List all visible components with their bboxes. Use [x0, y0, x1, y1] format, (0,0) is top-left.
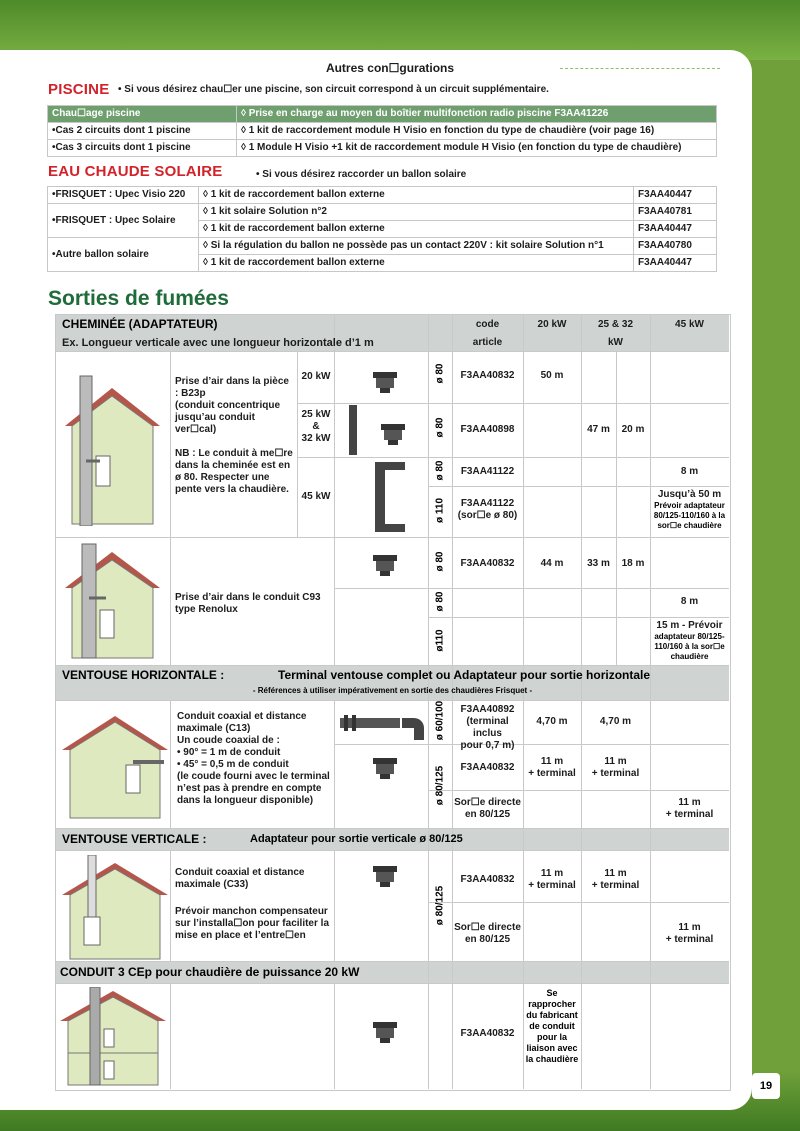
- ref-code: F3AA40832: [460, 370, 515, 381]
- value-20kw: 44 m: [540, 558, 564, 569]
- solaire-row-desc: ◊ 1 kit de raccordement ballon externe: [199, 187, 634, 204]
- value-45kw: 11 m + terminal: [665, 797, 714, 820]
- pipe-45kw-icon: [370, 460, 410, 541]
- cheminee-title: CHEMINÉE (ADAPTATEUR): [62, 317, 218, 331]
- piscine-intro: • Si vous désirez chau☐er une piscine, son circuit correspond à un circuit supplémentaire.: [118, 84, 549, 95]
- verticale-text1: Conduit coaxial et distance maximale (C33): [175, 867, 305, 890]
- solaire-row-desc: ◊ 1 kit solaire Solution n°2: [199, 204, 634, 221]
- horizontale-title: VENTOUSE HORIZONTALE :: [62, 668, 225, 682]
- solaire-title: EAU CHAUDE SOLAIRE: [48, 163, 223, 180]
- solaire-row-ref: F3AA40780: [634, 238, 717, 255]
- piscine-row-left: •Cas 2 circuits dont 1 piscine: [48, 123, 237, 140]
- table-row: [48, 238, 717, 255]
- solaire-row-ref: F3AA40781: [634, 204, 717, 221]
- house-illustration-3ce: [58, 987, 168, 1087]
- ref-code: F3AA41122 (sor☐e ø 80): [457, 498, 518, 521]
- solaire-row-desc: ◊ 1 kit de raccordement ballon externe: [199, 221, 634, 238]
- house-illustration-horizontal: [60, 710, 170, 820]
- col-code: code: [475, 319, 500, 330]
- horizontal-terminal-icon: [340, 710, 426, 745]
- piscine-header-right: ◊ Prise en charge au moyen du boîtier multifonction radio piscine F3AA41226: [237, 106, 717, 123]
- solaire-row-left: •FRISQUET : Upec Visio 220: [48, 187, 199, 204]
- value-25kw: 11 m + terminal: [591, 756, 640, 779]
- col-20kw: 20 kW: [537, 319, 567, 330]
- diameter-label: ø 80: [434, 417, 446, 438]
- conduit3ce-note: Se rapprocher du fabricant de conduit pour la liaison avec la chaudière: [525, 988, 579, 1064]
- note-45kw: Prévoir adaptateur 80/125-110/160 à la sor☐e chaudière: [653, 501, 726, 530]
- value-20kw: 50 m: [540, 370, 564, 381]
- conduit3ce-title: CONDUIT 3 CEp pour chaudière de puissance 20 kW: [60, 965, 360, 979]
- value-45kw: 15 m - Prévoir: [656, 620, 723, 631]
- ref-code: F3AA40892 (terminal inclus pour 0,7 m): [460, 704, 515, 751]
- value-25kw: 11 m + terminal: [591, 868, 640, 891]
- solaire-row-left: •FRISQUET : Upec Solaire: [48, 204, 199, 238]
- value-45kw: 8 m: [680, 596, 699, 607]
- piscine-row-right: ◊ 1 Module H Visio +1 kit de raccordement module H Visio (en fonction du type de chaudière): [237, 140, 717, 157]
- value-45kw: Jusqu’à 50 m: [657, 489, 722, 500]
- diameter-label: ø 80: [434, 591, 446, 612]
- solaire-table: [47, 186, 717, 272]
- ref-code: Sor☐e directe en 80/125: [454, 922, 521, 945]
- verticale-title: VENTOUSE VERTICALE :: [62, 832, 207, 846]
- ref-code: F3AA40832: [460, 1028, 515, 1039]
- solaire-row-desc: ◊ Si la régulation du ballon ne possède pas un contact 220V : kit solaire Solution n°1: [199, 238, 634, 255]
- adapter-icon: [370, 372, 400, 399]
- diameter-label: ø 80: [434, 363, 446, 384]
- adapter-icon: [378, 424, 408, 451]
- piscine-title: PISCINE: [48, 81, 110, 98]
- piscine-header-left: Chau☐age piscine: [48, 106, 237, 123]
- piscine-row-left: •Cas 3 circuits dont 1 piscine: [48, 140, 237, 157]
- adapter-icon: [370, 866, 400, 893]
- piscine-table: [47, 105, 717, 157]
- value-45kw: 11 m + terminal: [665, 922, 714, 945]
- fumees-title: Sorties de fumées: [48, 287, 229, 310]
- pipe-adapter-icon: [345, 405, 363, 460]
- ref-code: F3AA40832: [460, 874, 515, 885]
- value-45kw: 8 m: [680, 466, 699, 477]
- adapter-icon: [370, 555, 400, 582]
- house-illustration-renolux: [60, 540, 165, 660]
- value-20kw: 4,70 m: [536, 716, 568, 727]
- header-rule: [560, 68, 720, 70]
- col-45kw: 45 kW: [675, 319, 704, 330]
- verticale-title2: Adaptateur pour sortie verticale ø 80/125: [250, 833, 463, 845]
- solaire-intro: • Si vous désirez raccorder un ballon solaire: [256, 169, 467, 180]
- power-25-32kw: 25 kW & 32 kW: [301, 409, 331, 444]
- cheminee-block2-text: Prise d’air dans le conduit C93 type Renolux: [175, 592, 321, 615]
- table-row: [48, 123, 717, 140]
- ref-code: F3AA40898: [460, 424, 515, 435]
- solaire-row-ref: F3AA40447: [634, 255, 717, 272]
- value-20kw: 11 m + terminal: [528, 756, 576, 779]
- diameter-label: ø 80: [434, 460, 446, 481]
- verticale-text2: Prévoir manchon compensateur sur l’installa☐on pour faciliter la mise en place et l’entre☐en: [175, 906, 329, 941]
- ref-code: Sor☐e directe en 80/125: [454, 797, 521, 820]
- solaire-row-ref: F3AA40447: [634, 221, 717, 238]
- table-row: [48, 140, 717, 157]
- horizontale-text: Conduit coaxial et distance maximale (C13) Un coude coaxial de : • 90° = 1 m de conduit • 45° = 0,5 m de conduit (le coude fourni avec le terminal n’est pas à prendre en compte dans la longueur disponible): [177, 711, 330, 806]
- cheminee-block1-text: Prise d’air dans la pièce : B23p (conduit concentrique jusqu’au conduit ver☐cal) NB : Le conduit à me☐re dans la cheminée est en ø 80. Respecter une pente vers la chaudière.: [175, 376, 293, 495]
- ref-code: F3AA40832: [460, 558, 515, 569]
- power-45kw: 45 kW: [301, 491, 331, 502]
- note-45kw: adaptateur 80/125-110/160 à la sor☐e chaudière: [654, 632, 725, 661]
- diameter-label: ø110: [434, 629, 446, 652]
- diameter-label: ø 110: [434, 497, 446, 524]
- table-row: [48, 204, 717, 221]
- power-20kw: 20 kW: [301, 371, 331, 382]
- page-header: Autres con☐gurations: [325, 61, 455, 75]
- value-25kw: 47 m: [587, 424, 610, 435]
- cheminee-subtitle: Ex. Longueur verticale avec une longueur horizontale d’1 m: [62, 337, 374, 349]
- piscine-row-right: ◊ 1 kit de raccordement module H Visio en fonction du type de chaudière (voir page 16): [237, 123, 717, 140]
- col-25-32: 25 & 32: [597, 319, 634, 330]
- col-article: article: [472, 337, 503, 348]
- value-32kw: 18 m: [621, 558, 645, 569]
- ref-code: F3AA41122: [460, 466, 515, 477]
- col-kw: kW: [608, 337, 623, 348]
- diameter-label: ø 80/125: [434, 885, 446, 926]
- page-number: 19: [752, 1073, 780, 1099]
- house-illustration: [60, 366, 165, 526]
- value-20kw: 11 m + terminal: [528, 868, 576, 891]
- horizontale-title2: Terminal ventouse complet ou Adaptateur pour sortie horizontale: [278, 668, 651, 682]
- table-row: [48, 187, 717, 204]
- value-25kw: 33 m: [587, 558, 610, 569]
- solaire-row-left: •Autre ballon solaire: [48, 238, 199, 272]
- horizontale-subtitle: - Références à utiliser impérativement en sortie des chaudières Frisquet -: [252, 686, 533, 695]
- page-sheet: [0, 50, 752, 1110]
- adapter-icon: [370, 758, 400, 785]
- house-illustration-vertical: [60, 855, 170, 960]
- diameter-label: ø 80/125: [434, 765, 446, 806]
- solaire-row-ref: F3AA40447: [634, 187, 717, 204]
- diameter-label: ø 80: [434, 551, 446, 572]
- adapter-icon: [370, 1022, 400, 1049]
- diameter-label: ø 60/100: [434, 700, 446, 741]
- solaire-row-desc: ◊ 1 kit de raccordement ballon externe: [199, 255, 634, 272]
- value-32kw: 20 m: [621, 424, 645, 435]
- value-25kw: 4,70 m: [599, 716, 632, 727]
- ref-code: F3AA40832: [460, 762, 515, 773]
